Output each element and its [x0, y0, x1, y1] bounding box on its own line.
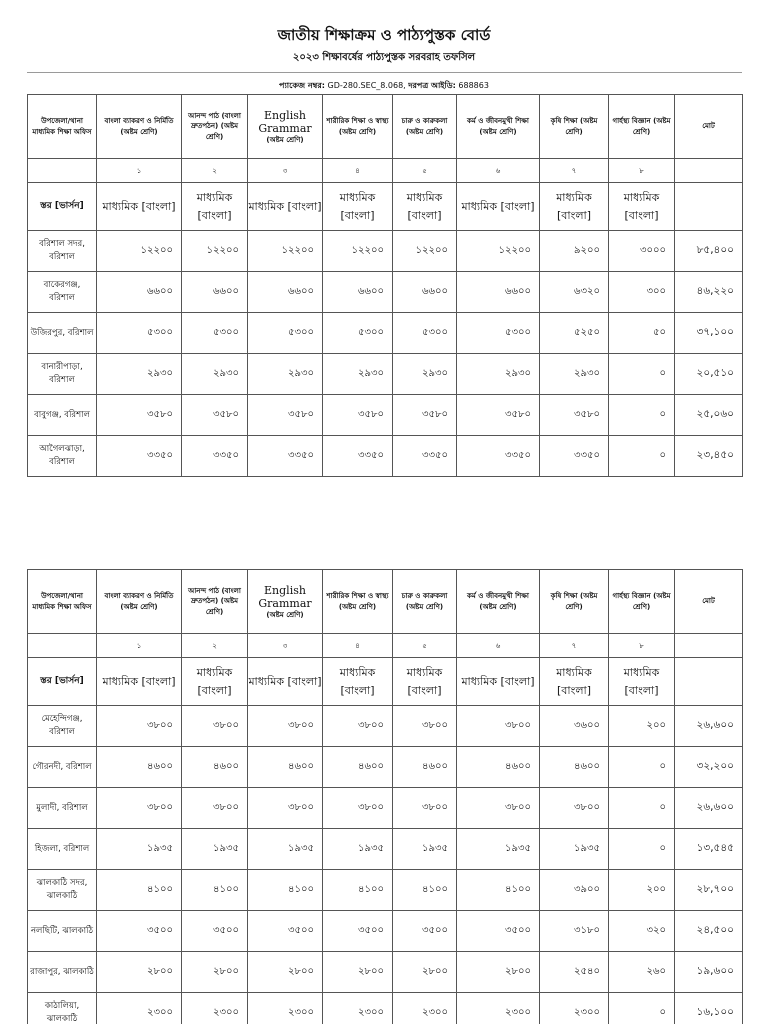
level-cell-empty — [675, 658, 743, 706]
col-header-english-grammar-title: English Grammar — [258, 108, 312, 135]
quantity-cell: ২৯৩০ — [182, 354, 248, 395]
tender-label: দরপত্র আইডি: — [408, 81, 456, 90]
quantity-cell: ৪৬০০ — [97, 747, 182, 788]
quantity-cell: ১২২০০ — [323, 231, 393, 272]
quantity-cell: ৩৮০০ — [540, 788, 609, 829]
col-header-arts-crafts: চারু ও কারুকলা (অষ্টম শ্রেণি) — [393, 95, 457, 159]
column-number-cell: ২ — [182, 634, 248, 658]
level-label: স্তর [ভার্সন] — [28, 183, 97, 231]
quantity-cell: ৩৫৮০ — [97, 395, 182, 436]
total-cell: ৩৭,১০০ — [675, 313, 743, 354]
quantity-cell: ২৯৩০ — [323, 354, 393, 395]
quantity-cell: ০ — [609, 788, 675, 829]
quantity-cell: ২৩০০ — [457, 993, 540, 1024]
quantity-cell: ৩৫৮০ — [182, 395, 248, 436]
total-cell: ১৩,৫৪৫ — [675, 829, 743, 870]
distribution-table-1 — [27, 94, 743, 477]
col-header-ananda-path: আনন্দ পাঠ (বাংলা দ্রুতপঠন) (অষ্টম শ্রেণি) — [182, 570, 248, 634]
quantity-cell: ২৩০০ — [393, 993, 457, 1024]
quantity-cell: ০ — [609, 354, 675, 395]
level-cell: মাধ্যমিক [বাংলা] — [182, 658, 248, 706]
col-header-physical-education: শারীরিক শিক্ষা ও স্বাস্থ্য (অষ্টম শ্রেণি) — [323, 570, 393, 634]
quantity-cell: ২৩০০ — [248, 993, 323, 1024]
table-row — [28, 870, 743, 911]
quantity-cell: ৩৫০০ — [248, 911, 323, 952]
quantity-cell: ৩৮০০ — [97, 788, 182, 829]
table-row — [28, 747, 743, 788]
quantity-cell: ৩৫০০ — [457, 911, 540, 952]
office-name-cell: বানারীপাড়া, বরিশাল — [28, 354, 97, 395]
quantity-cell: ৩৩৫০ — [393, 436, 457, 477]
total-cell: ২৪,৫০০ — [675, 911, 743, 952]
quantity-cell: ২৫৪০ — [540, 952, 609, 993]
quantity-cell: ২৬০ — [609, 952, 675, 993]
table-row — [28, 395, 743, 436]
quantity-cell: ৩০০ — [609, 272, 675, 313]
column-number-cell — [675, 159, 743, 183]
quantity-cell: ৩৫০০ — [97, 911, 182, 952]
quantity-cell: ৩২০ — [609, 911, 675, 952]
total-cell: ২০,৫১০ — [675, 354, 743, 395]
office-name-cell: রাজাপুর, ঝালকাঠি — [28, 952, 97, 993]
quantity-cell: ৬৬০০ — [457, 272, 540, 313]
quantity-cell: ৪১০০ — [97, 870, 182, 911]
quantity-cell: ৬৬০০ — [97, 272, 182, 313]
table-row — [28, 272, 743, 313]
table-2-body — [28, 706, 743, 1024]
quantity-cell: ২৩০০ — [323, 993, 393, 1024]
quantity-cell: ০ — [609, 747, 675, 788]
col-header-agriculture: কৃষি শিক্ষা (অষ্টম শ্রেণি) — [540, 95, 609, 159]
quantity-cell: ৩৬০০ — [540, 706, 609, 747]
col-header-agriculture: কৃষি শিক্ষা (অষ্টম শ্রেণি) — [540, 570, 609, 634]
office-name-cell: গৌরনদী, বরিশাল — [28, 747, 97, 788]
quantity-cell: ২৮০০ — [457, 952, 540, 993]
level-cell: মাধ্যমিক [বাংলা] — [97, 658, 182, 706]
column-number-row — [28, 159, 743, 183]
quantity-cell: ৩৮০০ — [393, 788, 457, 829]
quantity-cell: ২৮০০ — [97, 952, 182, 993]
quantity-cell: ৪১০০ — [393, 870, 457, 911]
quantity-cell: ৩৮০০ — [248, 706, 323, 747]
quantity-cell: ৫৩০০ — [323, 313, 393, 354]
office-name-cell: ঝালকাঠি সদর, ঝালকাঠি — [28, 870, 97, 911]
quantity-cell: ৪৬০০ — [182, 747, 248, 788]
office-name-cell: মেহেন্দিগঞ্জ, বরিশাল — [28, 706, 97, 747]
total-cell: ১৬,১০০ — [675, 993, 743, 1024]
level-cell: মাধ্যমিক [বাংলা] — [457, 183, 540, 231]
quantity-cell: ৪৬০০ — [323, 747, 393, 788]
quantity-cell: ৩৩৫০ — [540, 436, 609, 477]
level-cell: মাধ্যমিক [বাংলা] — [248, 658, 323, 706]
col-header-english-grammar-class: (অষ্টম শ্রেণি) — [266, 135, 304, 144]
total-cell: ২৬,৬০০ — [675, 788, 743, 829]
column-number-cell: ৭ — [540, 634, 609, 658]
document-subtitle: ২০২৩ শিক্ষাবর্ষের পাঠ্যপুস্তক সরবরাহ তফসিল — [292, 52, 476, 63]
column-number-cell: ১ — [97, 634, 182, 658]
quantity-cell: ৩৫৮০ — [540, 395, 609, 436]
table-1-body — [28, 231, 743, 477]
quantity-cell: ১৯৩৫ — [97, 829, 182, 870]
column-number-cell: ৪ — [323, 159, 393, 183]
col-header-home-science: গার্হস্থ্য বিজ্ঞান (অষ্টম শ্রেণি) — [609, 570, 675, 634]
quantity-cell: ১৯৩৫ — [323, 829, 393, 870]
col-header-office: উপজেলা/থানা মাধ্যমিক শিক্ষা অফিস — [28, 95, 97, 159]
level-cell: মাধ্যমিক [বাংলা] — [457, 658, 540, 706]
column-number-cell — [675, 634, 743, 658]
quantity-cell: ১৯৩৫ — [457, 829, 540, 870]
col-header-bangla-grammar: বাংলা ব্যাকরণ ও নির্মিতি (অষ্টম শ্রেণি) — [97, 95, 182, 159]
table-row — [28, 706, 743, 747]
quantity-cell: ১২২০০ — [97, 231, 182, 272]
total-cell: ৮৫,৪০০ — [675, 231, 743, 272]
col-header-english-grammar — [248, 95, 323, 159]
quantity-cell: ৩৮০০ — [393, 706, 457, 747]
column-number-cell — [28, 159, 97, 183]
level-label: স্তর [ভার্সন] — [28, 658, 97, 706]
quantity-cell: ৬৬০০ — [182, 272, 248, 313]
quantity-cell: ৬৩২০ — [540, 272, 609, 313]
quantity-cell: ৩৫৮০ — [393, 395, 457, 436]
table-row — [28, 829, 743, 870]
quantity-cell: ৩৩৫০ — [97, 436, 182, 477]
quantity-cell: ৫৩০০ — [393, 313, 457, 354]
column-number-cell: ৩ — [248, 634, 323, 658]
col-header-english-grammar-title: English Grammar — [258, 583, 312, 610]
column-number-cell: ৬ — [457, 634, 540, 658]
column-number-cell: ১ — [97, 159, 182, 183]
level-cell: মাধ্যমিক [বাংলা] — [540, 658, 609, 706]
quantity-cell: ৩৫৮০ — [457, 395, 540, 436]
package-value: GD-280.SEC_8.068, — [327, 81, 406, 90]
quantity-cell: ২৩০০ — [182, 993, 248, 1024]
quantity-cell: ৫৩০০ — [97, 313, 182, 354]
quantity-cell: ৩৫০০ — [393, 911, 457, 952]
quantity-cell: ৩৮০০ — [323, 706, 393, 747]
quantity-cell: ২৯৩০ — [393, 354, 457, 395]
office-name-cell: বাবুগঞ্জ, বরিশাল — [28, 395, 97, 436]
quantity-cell: ৩৩৫০ — [248, 436, 323, 477]
office-name-cell: মুলাদী, বরিশাল — [28, 788, 97, 829]
quantity-cell: ৩৮০০ — [248, 788, 323, 829]
office-name-cell: আগৈলঝাড়া, বরিশাল — [28, 436, 97, 477]
office-name-cell: বরিশাল সদর, বরিশাল — [28, 231, 97, 272]
col-header-english-grammar-class: (অষ্টম শ্রেণি) — [266, 610, 304, 619]
level-cell: মাধ্যমিক [বাংলা] — [609, 183, 675, 231]
column-number-cell: ৫ — [393, 634, 457, 658]
office-name-cell: কাঠালিয়া, ঝালকাঠি — [28, 993, 97, 1024]
office-name-cell: উজিরপুর, বরিশাল — [28, 313, 97, 354]
quantity-cell: ৪৬০০ — [540, 747, 609, 788]
level-cell: মাধ্যমিক [বাংলা] — [248, 183, 323, 231]
quantity-cell: ৫০ — [609, 313, 675, 354]
col-header-total: মোট — [675, 95, 743, 159]
col-header-total: মোট — [675, 570, 743, 634]
quantity-cell: ৩৩৫০ — [182, 436, 248, 477]
column-number-cell: ৮ — [609, 634, 675, 658]
level-cell: মাধ্যমিক [বাংলা] — [323, 658, 393, 706]
quantity-cell: ৩৫৮০ — [323, 395, 393, 436]
quantity-cell: ৩০০০ — [609, 231, 675, 272]
total-cell: ১৯,৬০০ — [675, 952, 743, 993]
quantity-cell: ২৮০০ — [248, 952, 323, 993]
quantity-cell: ৫৩০০ — [182, 313, 248, 354]
quantity-cell: ২৮০০ — [393, 952, 457, 993]
column-number-cell: ৫ — [393, 159, 457, 183]
quantity-cell: ৪১০০ — [323, 870, 393, 911]
quantity-cell: ১২২০০ — [248, 231, 323, 272]
quantity-cell: ৬৬০০ — [323, 272, 393, 313]
office-name-cell: হিজলা, বরিশাল — [28, 829, 97, 870]
level-row — [28, 658, 743, 706]
column-number-cell: ৪ — [323, 634, 393, 658]
quantity-cell: ৩৩৫০ — [323, 436, 393, 477]
level-cell: মাধ্যমিক [বাংলা] — [323, 183, 393, 231]
quantity-cell: ৩৮০০ — [457, 788, 540, 829]
quantity-cell: ০ — [609, 395, 675, 436]
distribution-table-2 — [27, 569, 743, 1024]
col-header-work-life: কর্ম ও জীবনমুখী শিক্ষা (অষ্টম শ্রেণি) — [457, 95, 540, 159]
level-row — [28, 183, 743, 231]
quantity-cell: ৪৬০০ — [248, 747, 323, 788]
level-cell: মাধ্যমিক [বাংলা] — [540, 183, 609, 231]
quantity-cell: ৫২৫০ — [540, 313, 609, 354]
header-divider — [27, 72, 742, 73]
column-number-cell: ৮ — [609, 159, 675, 183]
quantity-cell: ০ — [609, 829, 675, 870]
col-header-bangla-grammar: বাংলা ব্যাকরণ ও নির্মিতি (অষ্টম শ্রেণি) — [97, 570, 182, 634]
quantity-cell: ৪১০০ — [457, 870, 540, 911]
quantity-cell: ২৮০০ — [182, 952, 248, 993]
quantity-cell: ৩৮০০ — [97, 706, 182, 747]
column-number-cell: ৩ — [248, 159, 323, 183]
quantity-cell: ৬৬০০ — [248, 272, 323, 313]
total-cell: ২৬,৬০০ — [675, 706, 743, 747]
column-number-cell: ৭ — [540, 159, 609, 183]
quantity-cell: ২৯৩০ — [540, 354, 609, 395]
col-header-office: উপজেলা/থানা মাধ্যমিক শিক্ষা অফিস — [28, 570, 97, 634]
quantity-cell: ৩৩৫০ — [457, 436, 540, 477]
table-row — [28, 911, 743, 952]
package-info — [0, 80, 768, 93]
total-cell: ২৮,৭০০ — [675, 870, 743, 911]
quantity-cell: ১৯৩৫ — [540, 829, 609, 870]
quantity-cell: ৬৬০০ — [393, 272, 457, 313]
office-name-cell: বাকেরগঞ্জ, বরিশাল — [28, 272, 97, 313]
quantity-cell: ১৯৩৫ — [182, 829, 248, 870]
quantity-cell: ৩৫০০ — [182, 911, 248, 952]
quantity-cell: ১২২০০ — [457, 231, 540, 272]
level-cell: মাধ্যমিক [বাংলা] — [97, 183, 182, 231]
col-header-work-life: কর্ম ও জীবনমুখী শিক্ষা (অষ্টম শ্রেণি) — [457, 570, 540, 634]
quantity-cell: ২৩০০ — [540, 993, 609, 1024]
column-number-cell — [28, 634, 97, 658]
quantity-cell: ০ — [609, 993, 675, 1024]
quantity-cell: ৩৮০০ — [182, 706, 248, 747]
table-row — [28, 993, 743, 1024]
col-header-home-science: গার্হস্থ্য বিজ্ঞান (অষ্টম শ্রেণি) — [609, 95, 675, 159]
quantity-cell: ৩৮০০ — [182, 788, 248, 829]
level-cell: মাধ্যমিক [বাংলা] — [393, 658, 457, 706]
column-number-cell: ২ — [182, 159, 248, 183]
total-cell: ২৩,৪৫০ — [675, 436, 743, 477]
quantity-cell: ৩৫৮০ — [248, 395, 323, 436]
quantity-cell: ১৯৩৫ — [393, 829, 457, 870]
quantity-cell: ৪১০০ — [182, 870, 248, 911]
package-label: প্যাকেজ নম্বর: — [279, 81, 325, 90]
quantity-cell: ৫৩০০ — [248, 313, 323, 354]
column-number-row — [28, 634, 743, 658]
quantity-cell: ৫৩০০ — [457, 313, 540, 354]
table-row — [28, 436, 743, 477]
quantity-cell: ৪৬০০ — [393, 747, 457, 788]
table-row — [28, 313, 743, 354]
level-cell: মাধ্যমিক [বাংলা] — [393, 183, 457, 231]
quantity-cell: ২০০ — [609, 706, 675, 747]
table-row — [28, 952, 743, 993]
level-cell: মাধ্যমিক [বাংলা] — [182, 183, 248, 231]
quantity-cell: ১২২০০ — [182, 231, 248, 272]
document-title: জাতীয় শিক্ষাক্রম ও পাঠ্যপুস্তক বোর্ড — [277, 26, 491, 44]
quantity-cell: ২৯৩০ — [457, 354, 540, 395]
column-number-cell: ৬ — [457, 159, 540, 183]
total-cell: ২৫,০৬০ — [675, 395, 743, 436]
level-cell: মাধ্যমিক [বাংলা] — [609, 658, 675, 706]
tender-value: 688863 — [458, 81, 489, 90]
col-header-ananda-path: আনন্দ পাঠ (বাংলা দ্রুতপঠন) (অষ্টম শ্রেণি) — [182, 95, 248, 159]
quantity-cell: ৪৬০০ — [457, 747, 540, 788]
table-row — [28, 354, 743, 395]
table-row — [28, 788, 743, 829]
col-header-physical-education: শারীরিক শিক্ষা ও স্বাস্থ্য (অষ্টম শ্রেণি) — [323, 95, 393, 159]
quantity-cell: ২০০ — [609, 870, 675, 911]
quantity-cell: ২৩০০ — [97, 993, 182, 1024]
quantity-cell: ১৯৩৫ — [248, 829, 323, 870]
col-header-english-grammar — [248, 570, 323, 634]
quantity-cell: ৯২০০ — [540, 231, 609, 272]
total-cell: ৪৬,২২০ — [675, 272, 743, 313]
col-header-arts-crafts: চারু ও কারুকলা (অষ্টম শ্রেণি) — [393, 570, 457, 634]
table-row — [28, 231, 743, 272]
office-name-cell: নলছিটি, ঝালকাঠি — [28, 911, 97, 952]
quantity-cell: ৩৮০০ — [323, 788, 393, 829]
quantity-cell: ৩১৮০ — [540, 911, 609, 952]
quantity-cell: ২৯৩০ — [248, 354, 323, 395]
quantity-cell: ৪১০০ — [248, 870, 323, 911]
quantity-cell: ৩৯০০ — [540, 870, 609, 911]
quantity-cell: ৩৫০০ — [323, 911, 393, 952]
quantity-cell: ১২২০০ — [393, 231, 457, 272]
quantity-cell: ৩৮০০ — [457, 706, 540, 747]
total-cell: ৩২,২০০ — [675, 747, 743, 788]
quantity-cell: ০ — [609, 436, 675, 477]
quantity-cell: ২৮০০ — [323, 952, 393, 993]
quantity-cell: ২৯৩০ — [97, 354, 182, 395]
level-cell-empty — [675, 183, 743, 231]
